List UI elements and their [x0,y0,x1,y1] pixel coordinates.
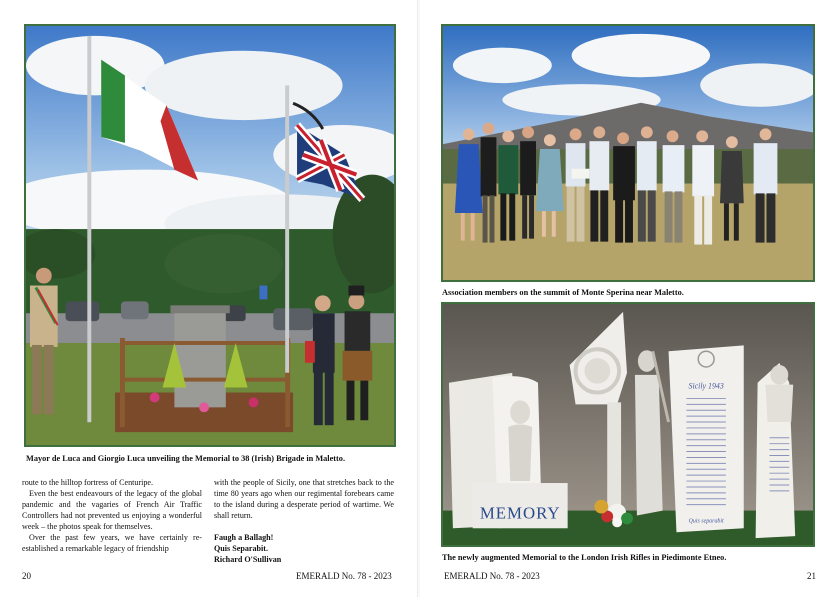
left-page [0,0,418,597]
maletto-unveiling-photo [24,24,396,447]
monte-sperina-group-photo [441,24,815,282]
page-number-right: 21 [807,571,816,581]
signoff-motto: Quis Separabit. [214,544,268,553]
bottom-right-photo-caption: The newly augmented Memorial to the London Irish Rifles in Piedimonte Etneo. [442,553,727,562]
text-column-2 [214,477,394,565]
signoff-author: Richard O'Sullivan [214,555,282,564]
piedimonte-memorial-photo [441,302,815,547]
top-right-photo-caption: Association members on the summit of Monte Sperina near Maletto. [442,288,684,297]
running-footer-left: EMERALD No. 78 - 2023 [296,571,392,581]
signoff-motto: Faugh a Ballagh! [214,533,274,542]
paragraph: route to the hilltop fortress of Centuripe. [22,478,154,487]
left-photo-caption: Mayor de Luca and Giorgio Luca unveiling the Memorial to 38 (Irish) Brigade in Maletto. [26,454,346,463]
paragraph: Over the past few years, we have certainly re-established a remarkable legacy of friendship [22,533,202,553]
right-page [420,0,839,597]
memorial-inscription: MEMORY [479,503,561,523]
running-footer-right: EMERALD No. 78 - 2023 [444,571,540,581]
memorial-plaque-footer: Quis separabit [688,518,724,525]
memorial-plaque-heading: Sicily 1943 [688,381,724,391]
paragraph: Even the best endeavours of the legacy of the global pandemic and the vagaries of French Air Traffic Controllers had not prevented us enjoying a wonderful week – the photos speak for themselves. [22,489,202,531]
page-number-left: 20 [22,571,31,581]
paragraph: with the people of Sicily, one that stretches back to the time 80 years ago when our regimental forebears came to the island during a desperate period of wartime. We shall return. [214,478,394,520]
text-column-1 [22,477,202,554]
